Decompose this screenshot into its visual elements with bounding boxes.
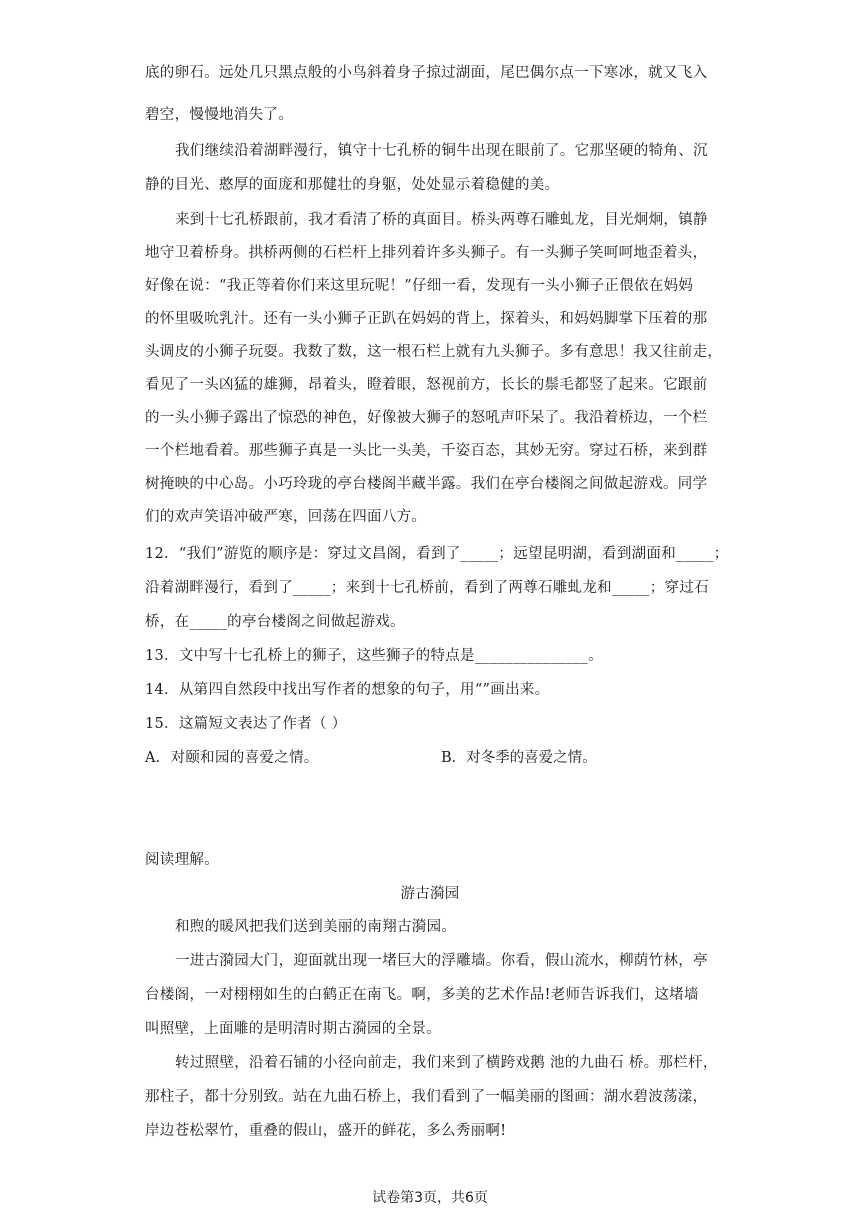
section-label: 阅读理解。: [145, 852, 219, 868]
passage1-line-1: 底的卵石。远处几只黑点般的小鸟斜着身子掠过湖面，尾巴偶尔点一下寒冰，就又飞入: [145, 65, 708, 81]
passage2-line-4: 叫照壁，上面雕的是明清时期古漪园的全景。: [145, 1021, 441, 1037]
passage2-line-7: 岸边苍松翠竹，重叠的假山，盛开的鲜花，多么秀丽啊!: [145, 1123, 507, 1139]
question-15: 15．这篇短文表达了作者（ ）: [145, 716, 347, 732]
passage1-line-10: 看见了一头凶猛的雄狮，昂着头，瞪着眼，怒视前方，长长的鬃毛都竖了起来。它跟前: [145, 377, 708, 393]
passage2-title: 游古漪园: [400, 886, 460, 902]
passage1-line-9: 头调皮的小狮子玩耍。我数了数，这一根石栏上就有九头狮子。多有意思！我又往前走，: [145, 344, 723, 360]
question-15-option-b: B．对冬季的喜爱之情。: [441, 750, 597, 766]
passage1-line-4: 静的目光、憨厚的面庞和那健壮的身躯，处处显示着稳健的美。: [145, 177, 560, 193]
passage1-line-11: 的一头小狮子露出了惊恐的神色，好像被大狮子的怒吼声吓呆了。我沿着桥边，一个栏: [145, 410, 708, 426]
passage2-line-6: 那柱子，都十分别致。站在九曲石桥上，我们看到了一幅美丽的图画：湖水碧波荡漾，: [145, 1089, 708, 1105]
question-12-line-3: 桥，在_____的亭台楼阁之间做起游戏。: [145, 614, 405, 630]
question-12-line-1: 12．“我们”游览的顺序是：穿过文昌阁，看到了_____；远望昆明湖，看到湖面和_____；: [145, 546, 729, 562]
question-14: 14．从第四自然段中找出写作者的想象的句子，用“”画出来。: [145, 682, 550, 698]
passage1-line-13: 树掩映的中心岛。小巧玲珑的亭台楼阁半藏半露。我们在亭台楼阁之间做起游戏。同学: [145, 476, 708, 492]
passage2-line-2: 一进古漪园大门，迎面就出现一堵巨大的浮雕墙。你看，假山流水，柳荫竹林，亭: [175, 953, 708, 969]
question-12-line-2: 沿着湖畔漫行，看到了_____；来到十七孔桥前，看到了两尊石雕虬龙和_____；穿过石: [145, 580, 709, 596]
page-number-footer: 试卷第3页，共6页: [372, 1190, 488, 1206]
passage1-line-3: 我们继续沿着湖畔漫行，镇守十七孔桥的铜牛出现在眼前了。它那坚硬的犄角、沉: [175, 143, 708, 159]
passage1-line-5: 来到十七孔桥跟前，我才看清了桥的真面目。桥头两尊石雕虬龙，目光炯炯，镇静: [175, 212, 708, 228]
passage1-line-12: 一个栏地看着。那些狮子真是一头比一头美，千姿百态，其妙无穷。穿过石桥，来到群: [145, 443, 708, 459]
passage2-line-1: 和煦的暖风把我们送到美丽的南翔古漪园。: [175, 919, 457, 935]
passage1-line-8: 的怀里吸吮乳汁。还有一头小狮子正趴在妈妈的背上，探着头，和妈妈脚掌下压着的那: [145, 311, 708, 327]
passage1-line-14: 们的欢声笑语冲破严寒，回荡在四面八方。: [145, 509, 427, 525]
passage2-line-3: 台楼阁，一对栩栩如生的白鹤正在南飞。啊，多美的艺术作品!老师告诉我们，这堵墙: [145, 987, 699, 1003]
question-15-option-a: A．对颐和园的喜爱之情。: [145, 750, 319, 766]
passage1-line-7: 好像在说：“我正等着你们来这里玩呢！”仔细一看，发现有一头小狮子正偎依在妈妈: [145, 278, 694, 294]
passage1-line-6: 地守卫着桥身。拱桥两侧的石栏杆上排列着许多头狮子。有一头狮子笑呵呵地歪着头，: [145, 245, 708, 261]
passage1-line-2: 碧空，慢慢地消失了。: [145, 107, 293, 123]
passage2-line-5: 转过照壁，沿着石铺的小径向前走，我们来到了横跨戏鹅 池的九曲石 桥。那栏杆，: [175, 1055, 718, 1071]
question-13: 13．文中写十七孔桥上的狮子，这些狮子的特点是_______________。: [145, 648, 603, 664]
